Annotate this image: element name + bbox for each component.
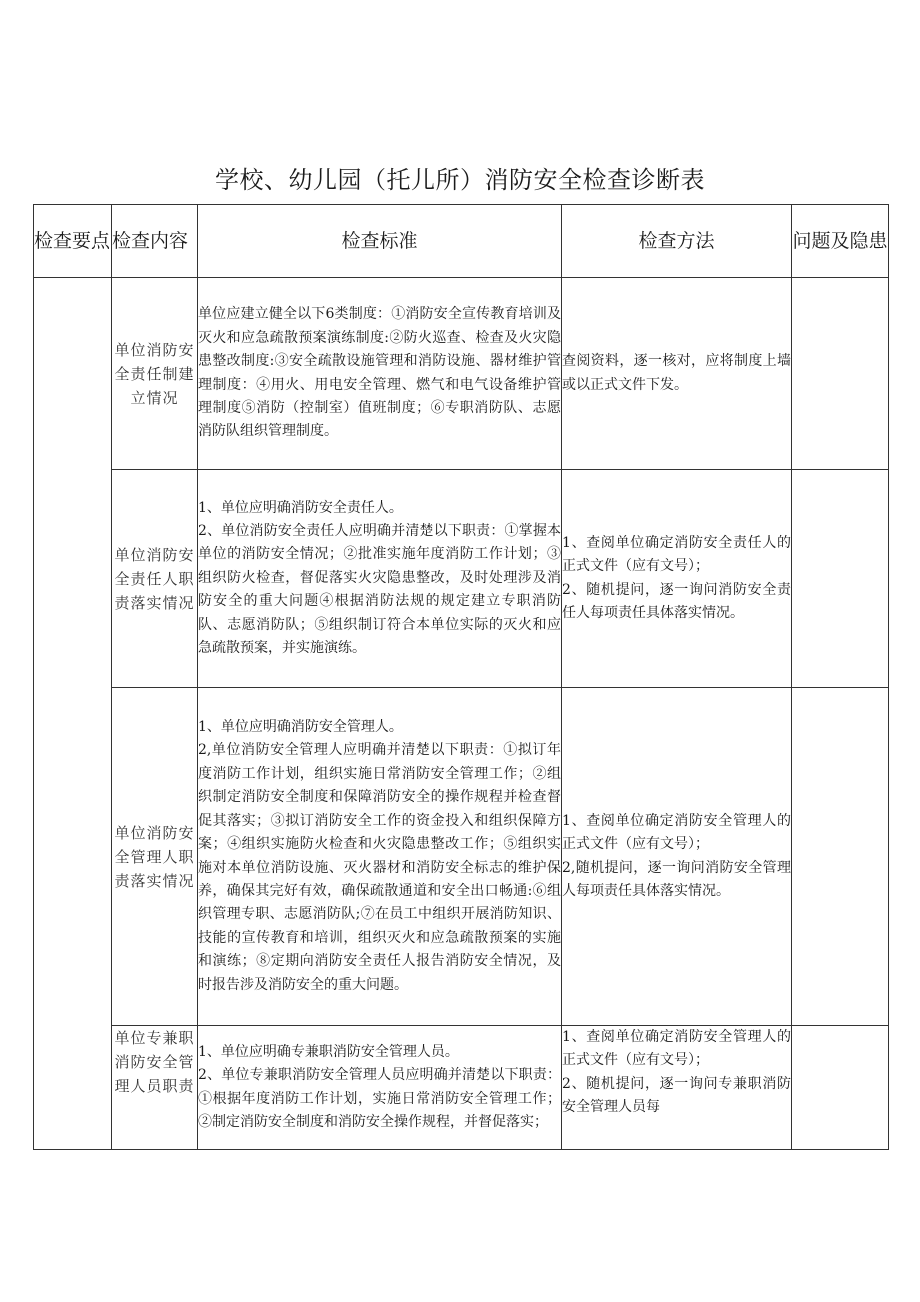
header-inspection-standard: 检查标准 — [198, 205, 562, 278]
header-issues: 问题及隐患 — [792, 205, 889, 278]
header-inspection-method: 检查方法 — [562, 205, 792, 278]
table-row — [34, 1026, 889, 1150]
row-content: 单位专兼职消防安全管理人员职责 — [112, 1026, 198, 1150]
row-method: 查阅资料，逐一核对，应将制度上墙或以正式文件下发。 — [562, 278, 792, 470]
header-inspection-point: 检查要点 — [34, 205, 112, 278]
row-issues-cell — [792, 688, 889, 1026]
row-standard: 1、单位应明确专兼职消防安全管理人员。 2、单位专兼职消防安全管理人员应明确并清楚以下职责：①根据年度消防工作计划，实施日常消防安全管理工作；②制定消防安全制度和消防安全操作规程，并督促落实； — [198, 1026, 562, 1150]
table-row — [34, 470, 889, 688]
row-method: 1、查阅单位确定消防安全管理人的正式文件（应有文号）； 2,随机提问，逐一询问消防安全管理人每项责任具体落实情况。 — [562, 688, 792, 1026]
row-standard: 1、单位应明确消防安全责任人。 2、单位消防安全责任人应明确并清楚以下职责：①掌握本单位的消防安全情况；②批准实施年度消防工作计划；③组织防火检查，督促落实火灾隐患整改，及时处理涉及消防安全的重大问题④根据消防法规的规定建立专职消防队、志愿消防队；⑤组织制订符合本单位实际的灭火和应急疏散预案，并实施演练。 — [198, 470, 562, 688]
row-issues-cell — [792, 470, 889, 688]
row-standard: 1、单位应明确消防安全管理人。 2,单位消防安全管理人应明确并清楚以下职责：①拟订年度消防工作计划，组织实施日常消防安全管理工作；②组织制定消防安全制度和保障消防安全的操作规程并检查督促其落实；③拟订消防安全工作的资金投入和组织保障方案；④组织实施防火检查和火灾隐患整改工作；⑤组织实施对本单位消防设施、灭火器材和消防安全标志的维护保养，确保其完好有效，确保疏散通道和安全出口畅通:⑥组织管理专职、志愿消防队;⑦在员工中组织开展消防知识、技能的宣传教育和培训，组织灭火和应急疏散预案的实施和演练；⑧定期向消防安全责任人报告消防安全情况，及时报告涉及消防安全的重大问题。 — [198, 688, 562, 1026]
row-content: 单位消防安全责任人职责落实情况 — [112, 470, 198, 688]
row-standard: 单位应建立健全以下6类制度：①消防安全宣传教育培训及灭火和应急疏散预案演练制度:②防火巡查、检查及火灾隐患整改制度:③安全疏散设施管理和消防设施、器材维护管理制度：④用火、用电安全管理、燃气和电气设备维护管理制度⑤消防（控制室）值班制度；⑥专职消防队、志愿消防队组织管理制度。 — [198, 278, 562, 470]
table-row — [34, 278, 889, 470]
page-title: 学校、幼儿园（托儿所）消防安全检查诊断表 — [215, 166, 705, 194]
inspection-table — [33, 204, 889, 1150]
inspection-point-cell — [34, 278, 112, 1150]
row-issues-cell — [792, 278, 889, 470]
header-inspection-content: 检查内容 — [112, 205, 198, 278]
row-issues-cell — [792, 1026, 889, 1150]
row-method: 1、查阅单位确定消防安全管理人的正式文件（应有文号）； 2、随机提问，逐一询问专兼职消防安全管理人员每 — [562, 1026, 792, 1150]
row-content: 单位消防安全责任制建立情况 — [112, 278, 198, 470]
row-method: 1、查阅单位确定消防安全责任人的正式文件（应有文号）； 2、随机提问，逐一询问消防安全责任人每项责任具体落实情况。 — [562, 470, 792, 688]
table-row — [34, 688, 889, 1026]
row-content: 单位消防安全管理人职责落实情况 — [112, 688, 198, 1026]
table-header-row — [34, 205, 889, 278]
